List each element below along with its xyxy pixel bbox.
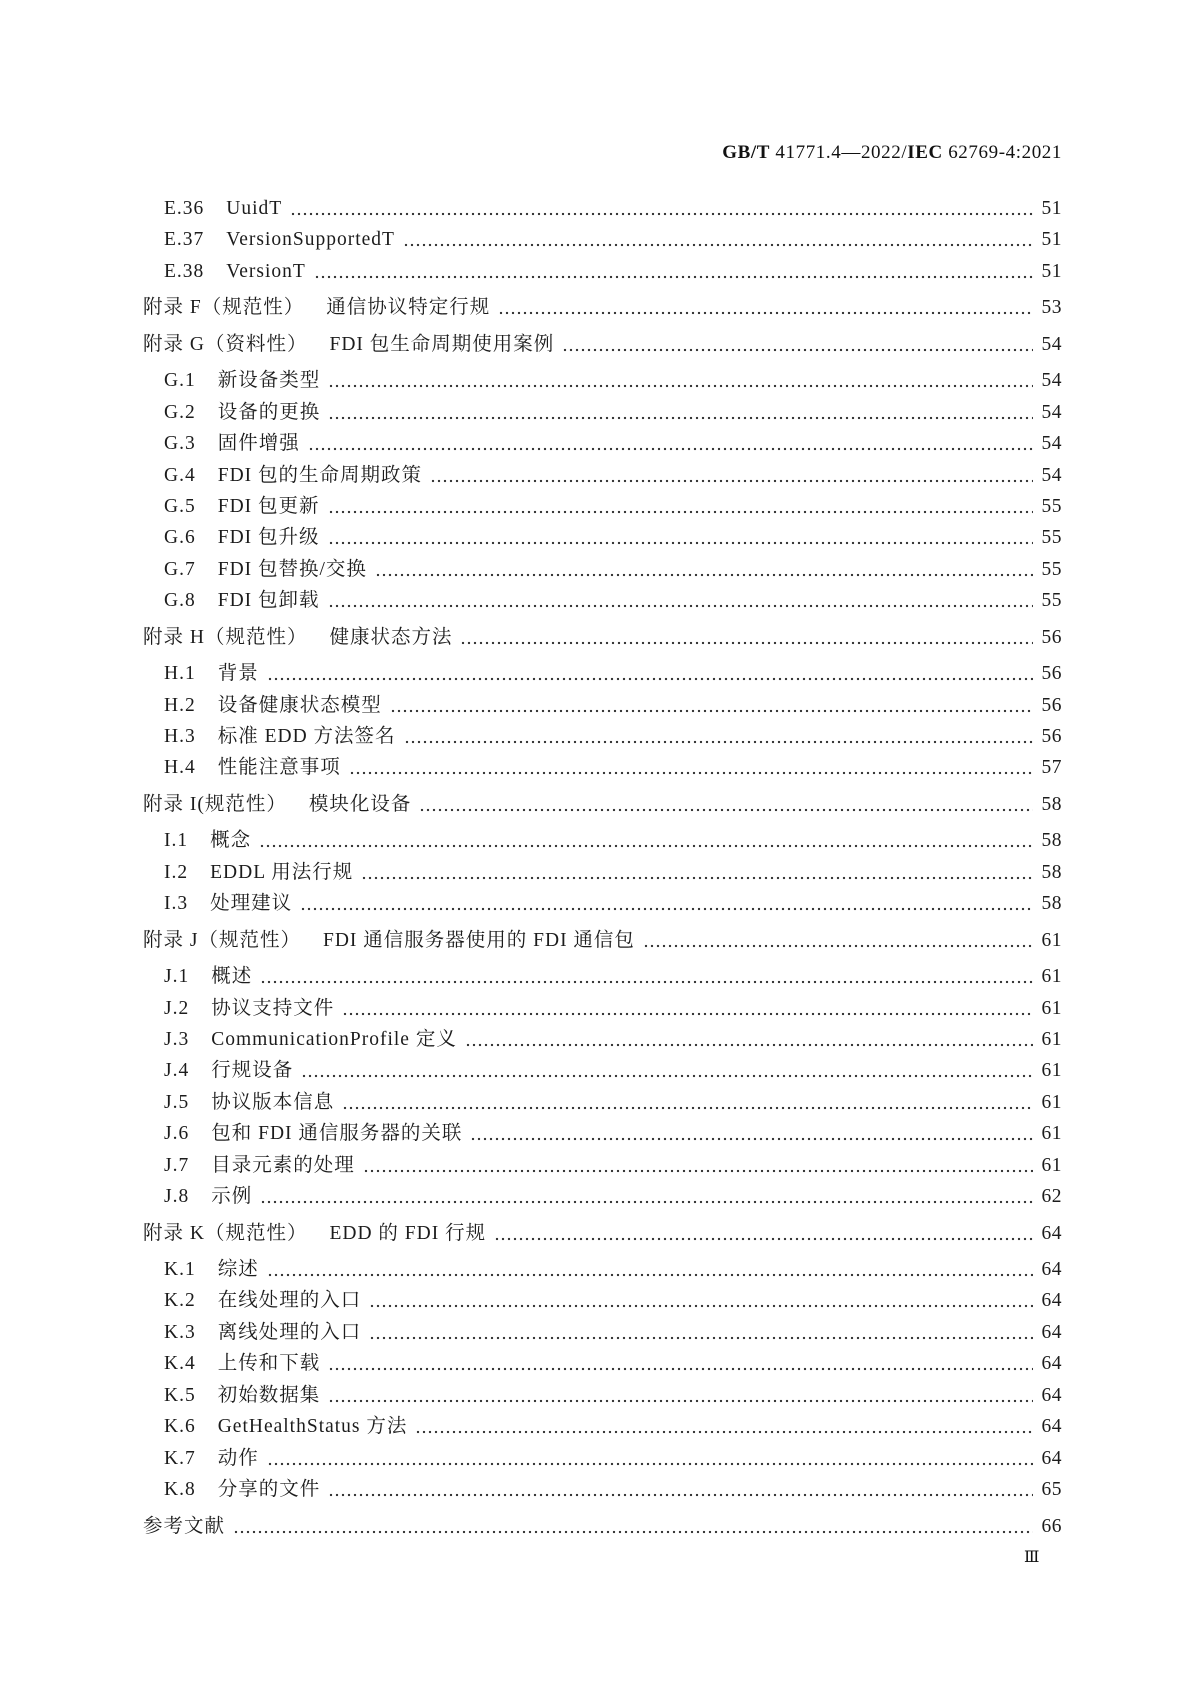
- toc-entry-title: 目录元素的处理: [211, 1154, 355, 1176]
- toc-entry-subsection: [143, 522, 1062, 553]
- toc-entry-page: 55: [1041, 590, 1062, 612]
- dot-leader: [342, 1087, 1033, 1118]
- toc-entry-title: 初始数据集: [217, 1384, 321, 1406]
- toc-entry-page: 55: [1041, 558, 1062, 580]
- dot-leader: [390, 690, 1033, 721]
- toc-entry-subsection: [143, 1411, 1062, 1442]
- toc-entry-number: G.4: [164, 464, 196, 486]
- toc-entry-title: VersionSupportedT: [226, 229, 395, 251]
- toc-entry-page: 54: [1041, 401, 1062, 423]
- toc-entry-number: G.5: [164, 495, 196, 517]
- toc-entry-number: J.2: [164, 997, 190, 1019]
- dot-leader: [562, 329, 1033, 360]
- dot-leader: [233, 1511, 1033, 1542]
- toc-entry-page: 51: [1041, 198, 1062, 219]
- toc-entry-page: 64: [1041, 1416, 1062, 1438]
- toc-entry-number: G.6: [164, 527, 196, 549]
- toc-entry-top-level: [143, 329, 1062, 360]
- toc-entry-title: 参考文献: [143, 1515, 226, 1537]
- dot-leader: [369, 1317, 1033, 1348]
- toc-entry-page: 61: [1041, 1154, 1062, 1176]
- toc-entry-subsection: [143, 1317, 1062, 1348]
- toc-entry-title: FDI 包更新: [217, 495, 320, 517]
- dot-leader: [494, 1218, 1033, 1249]
- toc-entry-title: 示例: [211, 1186, 253, 1208]
- toc-entry-subsection: [143, 256, 1062, 287]
- toc-entry-title: FDI 包替换/交换: [217, 558, 367, 580]
- toc-entry-title: 标准 EDD 方法签名: [217, 726, 396, 747]
- toc-entry-title: 包和 FDI 通信服务器的关联: [211, 1123, 463, 1145]
- standard-number-header: [722, 141, 1062, 165]
- toc-entry-page: 61: [1041, 1091, 1062, 1113]
- toc-entry-title: 上传和下载: [217, 1353, 321, 1375]
- toc-entry-title: 设备的更换: [217, 401, 321, 423]
- toc-entry-title: 固件增强: [217, 433, 300, 455]
- toc-entry-number: 附录 F（规范性）: [143, 297, 305, 319]
- toc-entry-title: 通信协议特定行规: [326, 297, 491, 319]
- toc-entry-title: 健康状态方法: [329, 626, 453, 648]
- toc-entry-subsection: [143, 554, 1062, 585]
- toc-entry-number: K.4: [164, 1353, 196, 1375]
- toc-entry-page: 54: [1041, 464, 1062, 486]
- standard-number: 41771.4—2022/: [770, 142, 908, 163]
- toc-entry-subsection: [143, 825, 1062, 856]
- toc-entry-top-level: [143, 292, 1062, 323]
- dot-leader: [300, 888, 1033, 919]
- toc-entry-number: E.36: [164, 198, 205, 219]
- toc-entry-number: G.2: [164, 401, 196, 423]
- dot-leader: [375, 554, 1033, 585]
- toc-entry-number: I.1: [164, 830, 189, 852]
- toc-entry-title: 处理建议: [210, 893, 293, 915]
- toc-entry-subsection: [143, 993, 1062, 1024]
- dot-leader: [415, 1411, 1033, 1442]
- standard-prefix: GB/T: [722, 142, 771, 163]
- toc-entry-page: 51: [1041, 260, 1062, 282]
- toc-entry-subsection: [143, 658, 1062, 689]
- toc-entry-number: J.5: [164, 1091, 190, 1113]
- toc-entry-title: 概念: [210, 830, 252, 852]
- toc-entry-title: 性能注意事项: [217, 757, 341, 779]
- toc-entry-page: 54: [1041, 433, 1062, 455]
- toc-entry-title: 设备健康状态模型: [217, 694, 382, 716]
- toc-entry-subsection: [143, 1055, 1062, 1086]
- toc-entry-number: J.4: [164, 1060, 190, 1082]
- toc-entry-number: J.7: [164, 1154, 190, 1176]
- toc-entry-number: J.8: [164, 1186, 190, 1208]
- toc-entry-subsection: [143, 721, 1062, 752]
- toc-entry-page: 58: [1041, 861, 1062, 883]
- toc-entry-number: G.1: [164, 370, 196, 392]
- toc-entry-title: 协议支持文件: [211, 997, 335, 1019]
- toc-entry-page: 64: [1041, 1290, 1062, 1312]
- toc-entry-subsection: [143, 1348, 1062, 1379]
- toc-entry-number: K.6: [164, 1416, 196, 1438]
- dot-leader: [267, 658, 1033, 689]
- toc-entry-subsection: [143, 1024, 1062, 1055]
- toc-entry-subsection: [143, 491, 1062, 522]
- dot-leader: [328, 585, 1033, 616]
- toc-entry-title: 分享的文件: [217, 1479, 321, 1501]
- toc-entry-title: EDD 的 FDI 行规: [329, 1222, 487, 1244]
- toc-entry-number: K.2: [164, 1290, 196, 1312]
- toc-entry-page: 62: [1041, 1186, 1062, 1208]
- toc-entry-page: 64: [1041, 1384, 1062, 1406]
- dot-leader: [460, 622, 1033, 653]
- toc-entry-page: 64: [1041, 1353, 1062, 1375]
- dot-leader: [328, 397, 1033, 428]
- toc-entry-title: EDDL 用法行规: [210, 861, 354, 883]
- toc-entry-page: 57: [1041, 757, 1062, 779]
- toc-entry-number: E.38: [164, 260, 205, 282]
- toc-entry-number: 附录 K（规范性）: [143, 1222, 308, 1244]
- toc-entry-number: I.3: [164, 893, 189, 915]
- toc-entry-number: 附录 I(规范性）: [143, 793, 287, 815]
- dot-leader: [498, 292, 1033, 323]
- dot-leader: [308, 428, 1033, 459]
- toc-entry-title: 协议版本信息: [211, 1091, 335, 1113]
- toc-entry-page: 53: [1041, 297, 1062, 319]
- toc-entry-number: H.4: [164, 757, 196, 779]
- toc-entry-subsection: [143, 857, 1062, 888]
- toc-entry-number: K.1: [164, 1259, 196, 1280]
- toc-entry-number: H.3: [164, 726, 196, 747]
- toc-entry-page: 64: [1041, 1222, 1062, 1244]
- toc-entry-title: 概述: [211, 966, 253, 988]
- toc-entry-title: FDI 包卸载: [217, 590, 320, 612]
- toc-entry-title: 背景: [217, 663, 259, 685]
- toc-entry-page: 61: [1041, 966, 1062, 988]
- toc-entry-number: J.3: [164, 1028, 190, 1050]
- dot-leader: [328, 365, 1033, 396]
- toc-entry-subsection: [143, 193, 1062, 224]
- dot-leader: [404, 721, 1033, 752]
- dot-leader: [328, 1474, 1033, 1505]
- toc-entry-title: UuidT: [226, 198, 283, 219]
- dot-leader: [369, 1285, 1033, 1316]
- dot-leader: [290, 193, 1033, 224]
- dot-leader: [301, 1055, 1033, 1086]
- dot-leader: [328, 1348, 1033, 1379]
- toc-entry-page: 61: [1041, 1060, 1062, 1082]
- toc-entry-page: 51: [1041, 229, 1062, 251]
- toc-entry-page: 58: [1041, 893, 1062, 915]
- toc-entry-title: FDI 包生命周期使用案例: [329, 333, 555, 355]
- toc-entry-title: VersionT: [226, 260, 306, 282]
- toc-entry-page: 61: [1041, 997, 1062, 1019]
- toc-entry-subsection: [143, 1443, 1062, 1474]
- toc-entry-title: 新设备类型: [217, 370, 321, 392]
- toc-entry-page: 64: [1041, 1321, 1062, 1343]
- toc-entry-subsection: [143, 1118, 1062, 1149]
- toc-entry-number: G.8: [164, 590, 196, 612]
- toc-entry-title: FDI 包升级: [217, 527, 320, 549]
- toc-entry-title: 模块化设备: [308, 793, 412, 815]
- dot-leader: [267, 1443, 1033, 1474]
- toc-entry-title: CommunicationProfile 定义: [211, 1028, 457, 1050]
- toc-entry-page: 58: [1041, 830, 1062, 852]
- toc-entry-page: 61: [1041, 1123, 1062, 1145]
- toc-entry-number: K.3: [164, 1321, 196, 1343]
- page-number: Ⅲ: [1024, 1549, 1040, 1566]
- toc-entry-subsection: [143, 1087, 1062, 1118]
- dot-leader: [349, 752, 1033, 783]
- toc-entry-subsection: [143, 1181, 1062, 1212]
- dot-leader: [328, 491, 1033, 522]
- iec-number: 62769-4:2021: [942, 142, 1062, 163]
- toc-entry-page: 61: [1041, 1028, 1062, 1050]
- toc-entry-number: I.2: [164, 861, 189, 883]
- toc-entry-subsection: [143, 365, 1062, 396]
- toc-entry-number: J.1: [164, 966, 190, 988]
- dot-leader: [430, 460, 1033, 491]
- dot-leader: [328, 522, 1033, 553]
- toc-entry-page: 56: [1041, 726, 1062, 747]
- toc-entry-subsection: [143, 1254, 1062, 1285]
- toc-entry-title: 离线处理的入口: [217, 1321, 362, 1343]
- toc-entry-top-level: [143, 1511, 1062, 1542]
- toc-entry-subsection: [143, 752, 1062, 783]
- toc-entry-title: 综述: [217, 1259, 259, 1280]
- dot-leader: [470, 1118, 1033, 1149]
- dot-leader: [419, 789, 1033, 820]
- toc-entry-subsection: [143, 888, 1062, 919]
- toc-entry-number: H.1: [164, 663, 196, 685]
- dot-leader: [363, 1150, 1033, 1181]
- toc-entry-subsection: [143, 1285, 1062, 1316]
- dot-leader: [342, 993, 1033, 1024]
- toc-entry-number: K.8: [164, 1479, 196, 1501]
- toc-entry-page: 56: [1041, 663, 1062, 685]
- toc-entry-subsection: [143, 397, 1062, 428]
- table-of-contents: [143, 193, 1062, 1547]
- toc-entry-page: 64: [1041, 1259, 1062, 1280]
- toc-entry-number: E.37: [164, 229, 205, 251]
- toc-entry-subsection: [143, 585, 1062, 616]
- toc-entry-subsection: [143, 428, 1062, 459]
- dot-leader: [260, 961, 1033, 992]
- toc-entry-title: FDI 包的生命周期政策: [217, 464, 423, 486]
- dot-leader: [314, 256, 1033, 287]
- toc-entry-top-level: [143, 789, 1062, 820]
- toc-entry-page: 54: [1041, 333, 1062, 355]
- dot-leader: [465, 1024, 1033, 1055]
- toc-entry-number: G.7: [164, 558, 196, 580]
- toc-entry-page: 65: [1041, 1479, 1062, 1501]
- toc-entry-subsection: [143, 224, 1062, 255]
- toc-entry-title: GetHealthStatus 方法: [217, 1416, 408, 1438]
- toc-entry-subsection: [143, 460, 1062, 491]
- toc-entry-page: 64: [1041, 1447, 1062, 1469]
- toc-entry-number: 附录 G（资料性）: [143, 333, 308, 355]
- toc-entry-title: 动作: [217, 1447, 259, 1469]
- toc-entry-page: 56: [1041, 626, 1062, 648]
- dot-leader: [643, 925, 1033, 956]
- dot-leader: [403, 224, 1033, 255]
- toc-entry-number: J.6: [164, 1123, 190, 1145]
- dot-leader: [259, 825, 1033, 856]
- toc-entry-top-level: [143, 622, 1062, 653]
- toc-entry-number: H.2: [164, 694, 196, 716]
- toc-entry-top-level: [143, 1218, 1062, 1249]
- toc-entry-page: 55: [1041, 495, 1062, 517]
- toc-entry-title: 在线处理的入口: [217, 1290, 362, 1312]
- toc-entry-page: 56: [1041, 694, 1062, 716]
- toc-entry-title: FDI 通信服务器使用的 FDI 通信包: [322, 929, 635, 951]
- dot-leader: [260, 1181, 1033, 1212]
- toc-entry-number: 附录 J（规范性）: [143, 929, 301, 951]
- toc-entry-number: K.5: [164, 1384, 196, 1406]
- dot-leader: [361, 857, 1033, 888]
- toc-entry-subsection: [143, 961, 1062, 992]
- toc-entry-subsection: [143, 1474, 1062, 1505]
- toc-entry-number: K.7: [164, 1447, 196, 1469]
- toc-entry-page: 54: [1041, 370, 1062, 392]
- toc-entry-number: 附录 H（规范性）: [143, 626, 308, 648]
- toc-entry-page: 61: [1041, 929, 1062, 951]
- toc-entry-subsection: [143, 1150, 1062, 1181]
- toc-entry-number: G.3: [164, 433, 196, 455]
- toc-entry-subsection: [143, 1380, 1062, 1411]
- toc-entry-title: 行规设备: [211, 1060, 294, 1082]
- dot-leader: [267, 1254, 1033, 1285]
- toc-entry-page: 58: [1041, 793, 1062, 815]
- toc-entry-page: 66: [1041, 1515, 1062, 1537]
- toc-entry-top-level: [143, 925, 1062, 956]
- toc-entry-page: 55: [1041, 527, 1062, 549]
- toc-entry-subsection: [143, 690, 1062, 721]
- iec-prefix: IEC: [907, 142, 943, 163]
- dot-leader: [328, 1380, 1033, 1411]
